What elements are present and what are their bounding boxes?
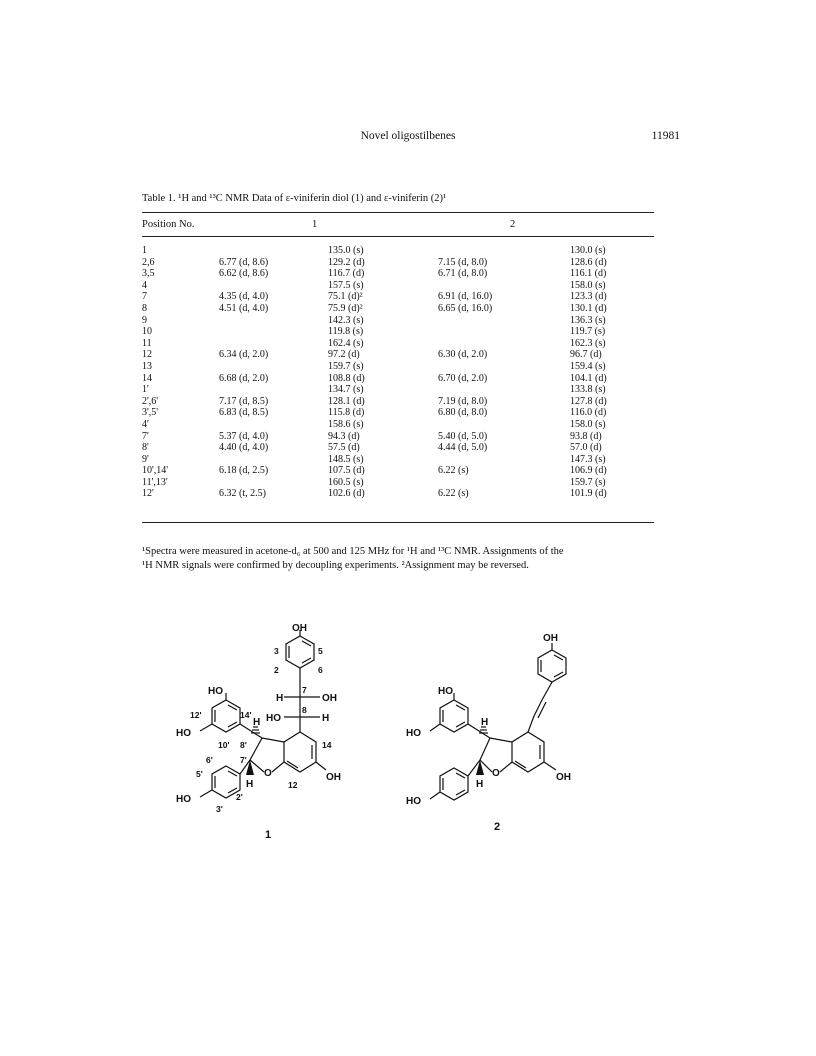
table-cell-h1: 7.17 (d, 8.5) [219, 395, 269, 407]
running-title: Novel oligostilbenes [360, 130, 456, 142]
table-cell-h1: 6.32 (t, 2.5) [219, 488, 266, 500]
table-cell-pos: 4' [142, 418, 149, 430]
table-cell-pos: 2',6' [142, 395, 159, 407]
table-cell-pos: 11',13' [142, 476, 168, 488]
table-cell-h2: 6.65 (d, 16.0) [438, 302, 493, 314]
table-cell-h1: 6.34 (d, 2.0) [219, 349, 269, 361]
footnote-line-1: ¹Spectra were measured in acetone-d₆ at 500 and 125 MHz for ¹H and ¹³C NMR. Assignments of the [142, 546, 564, 557]
page-number: 11981 [651, 130, 680, 142]
table-cell-c2: 127.8 (d) [570, 395, 607, 407]
table-cell-pos: 9 [142, 314, 147, 326]
table-cell-c1: 142.3 (s) [328, 314, 364, 326]
table-cell-c1: 107.5 (d) [328, 465, 365, 477]
table-cell-h2: 6.80 (d, 8.0) [438, 407, 488, 419]
table-cell-c2: 130.0 (s) [570, 245, 606, 256]
table-cell-pos: 12' [142, 488, 154, 500]
table-cell-h1: 5.37 (d, 4.0) [219, 430, 269, 442]
compound-number-1: 1 [265, 829, 272, 841]
table-cell-h1: 6.77 (d, 8.6) [219, 256, 269, 268]
table-cell-h2: 6.30 (d, 2.0) [438, 349, 488, 361]
table-cell-pos: 1 [142, 245, 147, 256]
s1-ho-left: HO [176, 728, 191, 739]
s1-num-8p: 8' [240, 740, 247, 750]
table-cell-c1: 128.1 (d) [328, 395, 365, 407]
table-cell-c1: 162.4 (s) [328, 337, 364, 349]
s1-ho-8: HO [266, 713, 281, 724]
s2-resorcinol-ring [440, 700, 468, 732]
s1-oh-right: OH [326, 772, 341, 783]
s1-num-7: 7 [302, 685, 307, 695]
table-caption: Table 1. ¹H and ¹³C NMR Data of ε-viniferin diol (1) and ε-viniferin (2)¹ [142, 193, 447, 204]
table-cell-h2: 7.15 (d, 8.0) [438, 256, 488, 268]
table-cell-pos: 2,6 [142, 256, 155, 268]
table-cell-c2: 116.0 (d) [570, 407, 607, 419]
s1-num-6: 6 [318, 665, 323, 675]
s1-h-a: H [253, 717, 261, 728]
table-cell-c2: 104.1 (d) [570, 372, 607, 384]
table-cell-c1: 129.2 (d) [328, 256, 365, 268]
table-cell-c2: 119.7 (s) [570, 326, 606, 338]
s1-ho-bottom: HO [176, 794, 191, 805]
table-cell-pos: 10 [142, 326, 152, 338]
s1-num-14p: 14' [240, 710, 252, 720]
table-cell-pos: 7 [142, 291, 147, 303]
s1-num-14: 14 [322, 740, 332, 750]
benzofuran-aromatic-ring [284, 732, 316, 772]
table-cell-c2: 128.6 (d) [570, 256, 607, 268]
table-cell-c1: 148.5 (s) [328, 453, 364, 465]
footnote-line-2: ¹H NMR signals were confirmed by decoupling experiments. ²Assignment may be reversed. [142, 560, 529, 571]
table-cell-c2: 136.3 (s) [570, 314, 606, 326]
table-cell-h2: 5.40 (d, 5.0) [438, 430, 488, 442]
table-cell-c1: 102.6 (d) [328, 488, 365, 500]
s2-lower-phenol-ring [440, 768, 468, 800]
header-position: Position No. [142, 219, 195, 230]
table-cell-c1: 75.9 (d)² [328, 302, 363, 314]
table-cell-c1: 158.6 (s) [328, 418, 364, 430]
table-cell-h1: 6.83 (d, 8.5) [219, 407, 269, 419]
table-cell-c2: 158.0 (s) [570, 279, 606, 291]
structure-2 [406, 633, 571, 833]
table-cell-h1: 4.40 (d, 4.0) [219, 442, 269, 454]
table-cell-c2: 57.0 (d) [570, 442, 602, 454]
table-cell-h2: 6.71 (d, 8.0) [438, 268, 488, 280]
s1-num-3: 3 [274, 646, 279, 656]
s1-h-8: H [322, 713, 330, 724]
s1-num-3p: 3' [216, 804, 223, 814]
table-cell-c1: 134.7 (s) [328, 384, 364, 396]
table-cell-pos: 8' [142, 442, 149, 454]
table-cell-h2: 7.19 (d, 8.0) [438, 395, 488, 407]
table-cell-h1: 6.18 (d, 2.5) [219, 465, 269, 477]
table-cell-h2: 6.91 (d, 16.0) [438, 291, 493, 303]
table-cell-c1: 97.2 (d) [328, 349, 360, 361]
s1-num-12: 12 [288, 780, 298, 790]
table-cell-c1: 135.0 (s) [328, 245, 364, 256]
table-cell-pos: 9' [142, 453, 149, 465]
s1-oh-7: OH [322, 693, 337, 704]
s2-ho-ring: HO [438, 686, 453, 697]
table-cell-c1: 116.7 (d) [328, 268, 365, 280]
s2-benzofuran-ring [512, 732, 544, 772]
s1-o-ring: O [264, 768, 272, 779]
s2-h-a: H [481, 717, 489, 728]
s1-num-5: 5 [318, 646, 323, 656]
s1-num-10p: 10' [218, 740, 230, 750]
compound-number-2: 2 [494, 821, 501, 833]
table-cell-pos: 7' [142, 430, 149, 442]
table-cell-c2: 158.0 (s) [570, 418, 606, 430]
table-cell-pos: 3',5' [142, 407, 159, 419]
s2-o-ring: O [492, 768, 500, 779]
s1-num-5p: 5' [196, 769, 203, 779]
table-cell-c2: 116.1 (d) [570, 268, 607, 280]
table-cell-c1: 94.3 (d) [328, 430, 360, 442]
s2-ho-left: HO [406, 728, 421, 739]
ring-b-resorcinol [212, 700, 240, 732]
s1-num-6p: 6' [206, 755, 213, 765]
table-cell-pos: 4 [142, 279, 147, 291]
table-cell-h2: 6.22 (s) [438, 488, 469, 500]
s1-h-7: H [276, 693, 284, 704]
table-cell-c2: 133.8 (s) [570, 384, 606, 396]
table-cell-c2: 93.8 (d) [570, 430, 602, 442]
table-cell-c2: 101.9 (d) [570, 488, 607, 500]
table-cell-c1: 119.8 (s) [328, 326, 364, 338]
structure-1 [176, 623, 341, 841]
table-cell-c1: 75.1 (d)² [328, 291, 363, 303]
s1-h-b: H [246, 779, 254, 790]
table-cell-c1: 160.5 (s) [328, 476, 364, 488]
table-cell-c1: 108.8 (d) [328, 372, 365, 384]
s1-num-2: 2 [274, 665, 279, 675]
s2-oh-top: OH [543, 633, 558, 644]
table-cell-c1: 115.8 (d) [328, 407, 365, 419]
table-cell-c2: 96.7 (d) [570, 349, 602, 361]
table-cell-c2: 159.7 (s) [570, 476, 606, 488]
table-cell-c1: 159.7 (s) [328, 360, 364, 372]
table-cell-h2: 6.22 (s) [438, 465, 469, 477]
table-cell-h1: 4.35 (d, 4.0) [219, 291, 269, 303]
table-cell-pos: 11 [142, 337, 152, 349]
s2-ho-bottom: HO [406, 796, 421, 807]
table-cell-pos: 13 [142, 360, 152, 372]
table-cell-c2: 123.3 (d) [570, 291, 607, 303]
table-cell-pos: 12 [142, 349, 152, 361]
s1-num-2p: 2' [236, 792, 243, 802]
s2-oh-right: OH [556, 772, 571, 783]
s2-phenol-ring [538, 650, 566, 682]
table-cell-h2: 6.70 (d, 2.0) [438, 372, 488, 384]
table-cell-pos: 3,5 [142, 268, 155, 280]
table-cell-c1: 157.5 (s) [328, 279, 364, 291]
table-cell-pos: 10',14' [142, 465, 169, 477]
ring-a-phenol [286, 636, 314, 668]
s1-ho-ring: HO [208, 686, 223, 697]
table-cell-h1: 4.51 (d, 4.0) [219, 302, 269, 314]
s1-oh-top: OH [292, 623, 307, 634]
s1-num-8: 8 [302, 705, 307, 715]
table-cell-h1: 6.62 (d, 8.6) [219, 268, 269, 280]
s1-num-7p: 7' [240, 755, 247, 765]
table-cell-c2: 147.3 (s) [570, 453, 606, 465]
table-cell-c2: 162.3 (s) [570, 337, 606, 349]
s1-num-12p: 12' [190, 710, 202, 720]
table-cell-c2: 106.9 (d) [570, 465, 607, 477]
table-cell-pos: 14 [142, 372, 152, 384]
table-cell-c1: 57.5 (d) [328, 442, 360, 454]
table-cell-c2: 130.1 (d) [570, 302, 607, 314]
s2-h-b: H [476, 779, 484, 790]
table-cell-c2: 159.4 (s) [570, 360, 606, 372]
header-compound-1: 1 [312, 219, 318, 230]
table-cell-pos: 1' [142, 384, 149, 396]
header-compound-2: 2 [510, 219, 516, 230]
table-cell-h2: 4.44 (d, 5.0) [438, 442, 488, 454]
table-cell-pos: 8 [142, 302, 147, 314]
table-cell-h1: 6.68 (d, 2.0) [219, 372, 269, 384]
